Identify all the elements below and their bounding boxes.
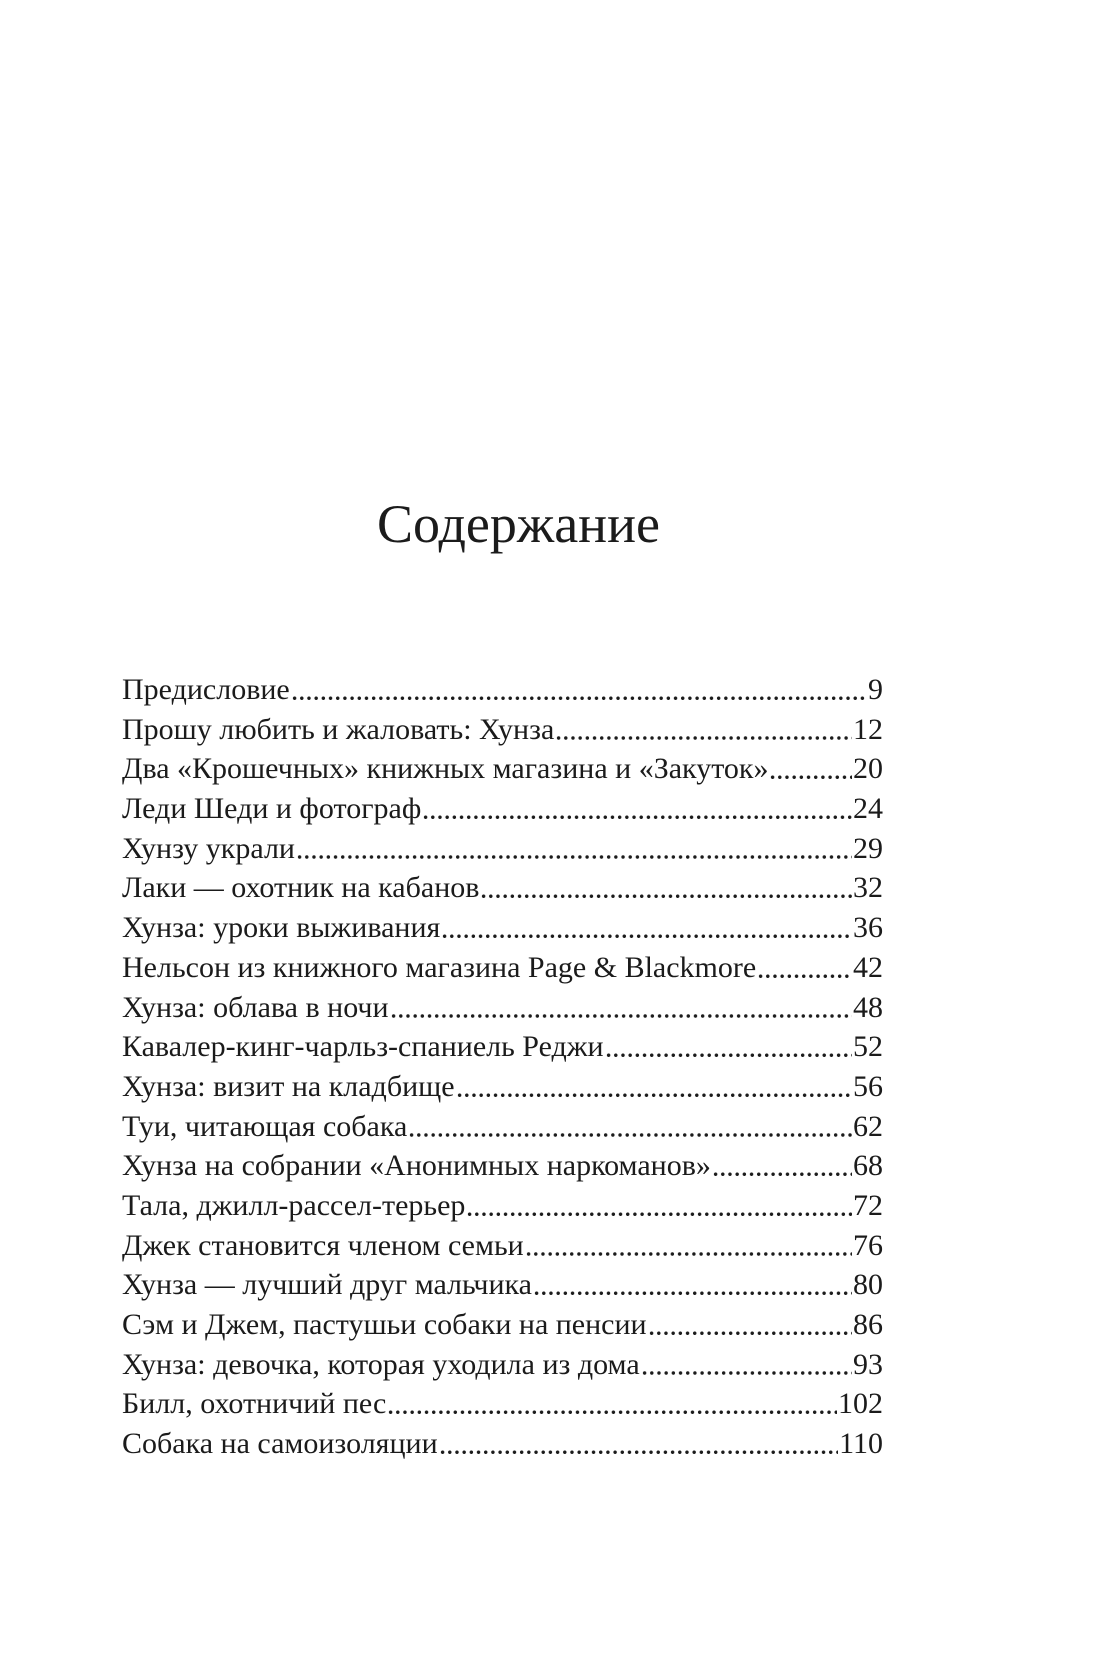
toc-entry-page-number: 36 (853, 911, 883, 945)
toc-entry-label: Два «Крошечных» книжных магазина и «Закуток» (122, 752, 769, 786)
toc-entry (122, 670, 883, 710)
toc-entry (122, 948, 883, 988)
toc-entry-label: Нельсон из книжного магазина Page & Blackmore (122, 950, 757, 984)
dot-leader (390, 988, 852, 1028)
toc-entry-label: Сэм и Джем, пастушьи собаки на пенсии (122, 1308, 647, 1341)
toc-entry-page-number: 48 (853, 990, 883, 1024)
toc-entry-page-number: 76 (853, 1228, 883, 1262)
dot-leader (555, 710, 852, 750)
toc-entry-page-number: 68 (853, 1149, 883, 1183)
dot-leader (525, 1226, 852, 1266)
toc-entry (122, 829, 883, 869)
toc-list (122, 670, 883, 1464)
toc-entry-label: Прошу любить и жаловать: Хунза (122, 712, 555, 746)
toc-entry (122, 749, 883, 789)
toc-entry-label: Лаки — охотник на кабанов (122, 871, 480, 905)
toc-entry-label: Туи, читающая собака (122, 1109, 408, 1143)
dot-leader (605, 1027, 852, 1067)
toc-entry (122, 1424, 883, 1464)
toc-entry (122, 1107, 883, 1147)
toc-entry-label: Предисловие (122, 673, 290, 706)
toc-entry-label: Хунза: уроки выживания (122, 911, 441, 945)
dot-leader (291, 670, 867, 710)
dot-leader (456, 1067, 852, 1107)
toc-entry (122, 1186, 883, 1226)
dot-leader (641, 1345, 852, 1385)
dot-leader (422, 789, 852, 829)
toc-entry-label: Хунза: девочка, которая уходила из дома (122, 1347, 640, 1381)
toc-entry-page-number: 102 (838, 1387, 883, 1421)
toc-entry-page-number: 24 (853, 792, 883, 826)
toc-entry (122, 1226, 883, 1266)
dot-leader (533, 1265, 852, 1305)
toc-entry-page-number: 93 (853, 1347, 883, 1381)
dot-leader (712, 1146, 852, 1186)
dot-leader (296, 829, 852, 869)
toc-entry-page-number: 62 (853, 1109, 883, 1143)
toc-entry (122, 868, 883, 908)
toc-entry-label: Хунза на собрании «Анонимных наркоманов» (122, 1149, 711, 1183)
toc-entry-label: Хунза — лучший друг мальчика (122, 1268, 532, 1302)
toc-entry-page-number: 72 (853, 1188, 883, 1222)
toc-entry-label: Хунзу украли (122, 831, 295, 865)
dot-leader (441, 908, 852, 948)
toc-entry-page-number: 80 (853, 1268, 883, 1302)
page-title: Содержание (377, 494, 660, 554)
toc-entry-label: Тала, джилл-рассел-терьер (122, 1188, 466, 1222)
toc-entry-page-number: 9 (868, 673, 883, 706)
toc-entry-page-number: 110 (839, 1427, 883, 1461)
toc-entry-label: Кавалер-кинг-чарльз-спаниель Реджи (122, 1030, 604, 1064)
toc-entry-label: Хунза: облава в ночи (122, 990, 389, 1024)
toc-entry (122, 789, 883, 829)
toc-entry (122, 908, 883, 948)
toc-entry-page-number: 56 (853, 1069, 883, 1103)
dot-leader (480, 868, 852, 908)
toc-entry (122, 1265, 883, 1305)
toc-entry-label: Собака на самоизоляции (122, 1427, 438, 1461)
toc-entry (122, 988, 883, 1028)
toc-entry-label: Билл, охотничий пес (122, 1387, 387, 1421)
toc-entry-label: Леди Шеди и фотограф (122, 792, 422, 826)
toc-entry (122, 1345, 883, 1385)
toc-entry-page-number: 42 (853, 950, 883, 984)
toc-entry-page-number: 52 (853, 1030, 883, 1064)
dot-leader (439, 1424, 838, 1464)
toc-entry-page-number: 20 (853, 752, 883, 786)
dot-leader (466, 1186, 852, 1226)
toc-entry (122, 1027, 883, 1067)
dot-leader (757, 948, 852, 988)
dot-leader (648, 1305, 852, 1345)
toc-entry (122, 1305, 883, 1345)
toc-entry-label: Хунза: визит на кладбище (122, 1069, 455, 1103)
toc-entry (122, 710, 883, 750)
dot-leader (387, 1384, 837, 1424)
toc-entry-page-number: 86 (853, 1308, 883, 1341)
toc-entry-page-number: 12 (853, 712, 883, 746)
dot-leader (769, 749, 852, 789)
toc-entry-label: Джек становится членом семьи (122, 1228, 524, 1262)
toc-entry-page-number: 29 (853, 831, 883, 865)
toc-entry-page-number: 32 (853, 871, 883, 905)
toc-entry (122, 1146, 883, 1186)
dot-leader (408, 1107, 852, 1147)
toc-entry (122, 1067, 883, 1107)
toc-entry (122, 1384, 883, 1424)
